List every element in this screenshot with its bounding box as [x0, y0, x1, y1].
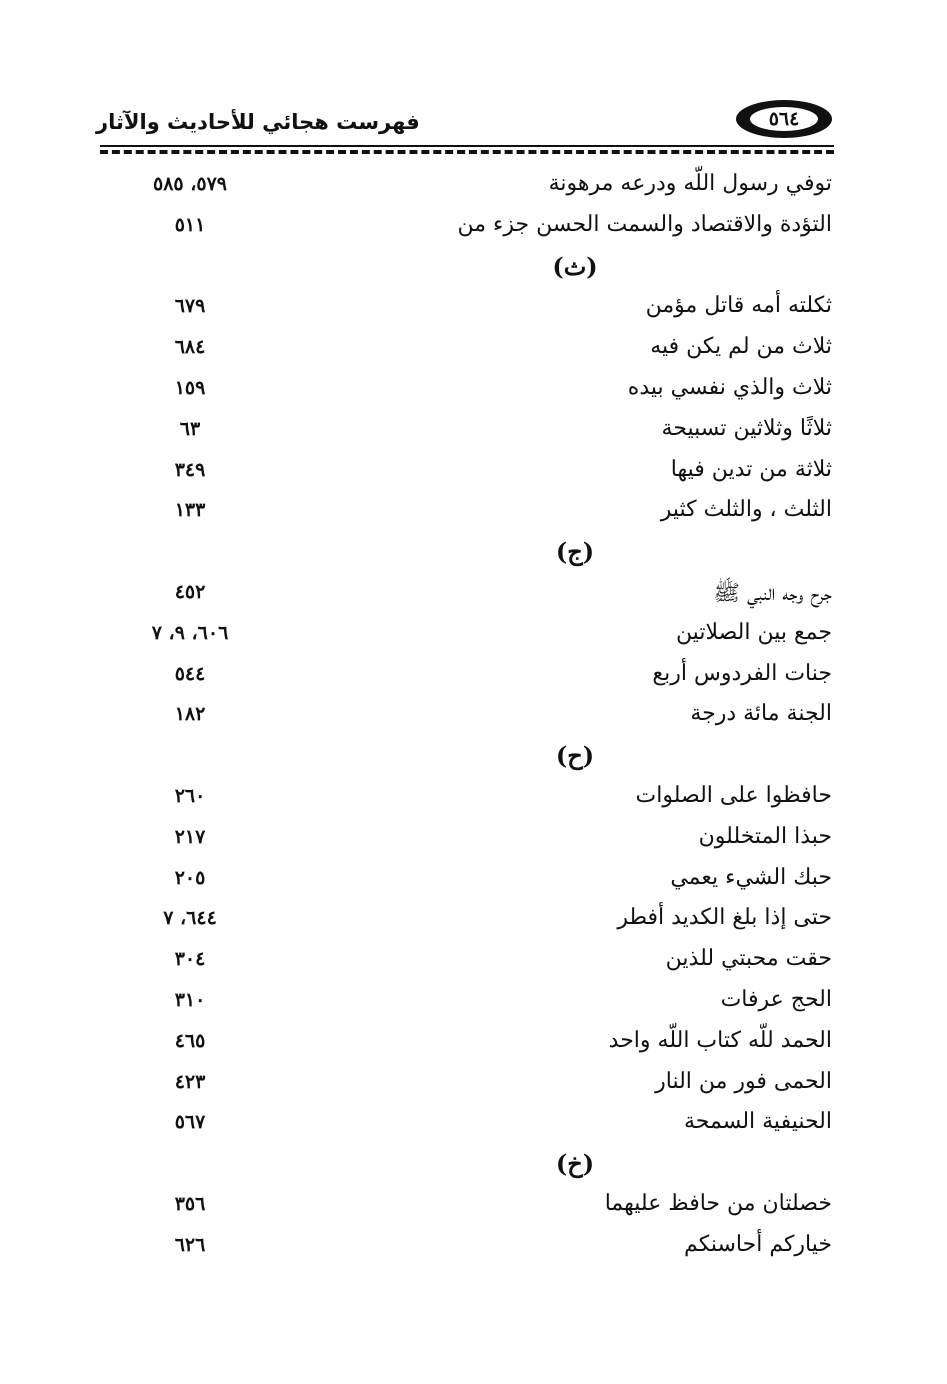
page-number-badge [736, 100, 832, 138]
entry-pages: ٦٢٦ [174, 1233, 206, 1256]
index-entry [130, 290, 832, 331]
index-entry [130, 943, 832, 984]
index-entry [130, 494, 832, 535]
page-number: ٥٦٤ [750, 107, 818, 131]
entry-pages: ١٨٢ [174, 703, 206, 726]
section-row [130, 250, 832, 291]
index-entry [130, 413, 832, 454]
section-row [130, 739, 832, 780]
entry-text: حبك الشيء يعمي [670, 864, 832, 890]
entry-pages: ٦٠٦، ٩، ٧ [151, 621, 229, 644]
entry-text: خصلتان من حافظ عليهما [604, 1190, 832, 1216]
entry-pages: ٥٤٤ [174, 662, 206, 685]
index-list [130, 168, 832, 1270]
index-entry [130, 902, 832, 943]
index-entry [130, 372, 832, 413]
index-entry [130, 862, 832, 903]
entry-pages: ٣٥٦ [174, 1192, 206, 1215]
entry-text: حقت محبتي للذين [665, 946, 832, 972]
entry-pages: ٤٢٣ [174, 1070, 206, 1093]
section-heading: (خ) [555, 1149, 595, 1179]
entry-text: حتى إذا بلغ الكديد أفطر [617, 905, 832, 931]
entry-pages: ٢٠٥ [174, 866, 206, 889]
index-entry [130, 331, 832, 372]
entry-pages: ٥٧٩، ٥٨٥ [153, 173, 227, 195]
header-dashed-rule [100, 150, 834, 154]
entry-text: ثلاث من لم يكن فيه [650, 334, 832, 360]
section-row [130, 535, 832, 576]
index-entry [130, 1025, 832, 1066]
entry-pages: ٦٤٤، ٧ [163, 907, 217, 930]
entry-text: ثلاثًا وثلاثين تسبيحة [661, 415, 832, 441]
entry-pages: ٤٦٥ [174, 1029, 206, 1052]
index-entry [130, 698, 832, 739]
entry-text: جرح وجه النبي ﷺ [713, 580, 832, 606]
entry-pages: ٥٦٧ [174, 1111, 206, 1134]
entry-text: ثلاثة من تدين فيها [670, 456, 832, 482]
index-entry [130, 984, 832, 1025]
entry-pages: ١٥٩ [174, 376, 206, 399]
index-entry [130, 1229, 832, 1270]
entry-pages: ٥١١ [174, 213, 206, 236]
entry-text: الثلث ، والثلث كثير [660, 497, 832, 523]
section-row [130, 1147, 832, 1188]
entry-text: الحنيفية السمحة [683, 1109, 832, 1135]
entry-pages: ٦٨٤ [174, 336, 206, 359]
entry-pages: ٣١٠ [174, 988, 206, 1011]
entry-pages: ٢١٧ [174, 825, 206, 848]
section-heading: (ح) [555, 741, 595, 771]
entry-text: ثكلته أمه قاتل مؤمن [645, 293, 832, 319]
section-heading: (ث) [552, 251, 598, 281]
entry-text: حافظوا على الصلوات [635, 782, 832, 808]
running-title: فهرست هجائي للأحاديث والآثار [96, 110, 420, 134]
section-heading: (ج) [555, 537, 595, 567]
entry-text: الحج عرفات [720, 986, 832, 1012]
entry-text: حبذا المتخللون [698, 823, 832, 849]
index-entry [130, 1106, 832, 1147]
entry-pages: ٤٥٢ [174, 580, 206, 603]
index-entry [130, 454, 832, 495]
entry-pages: ٦٧٩ [174, 295, 206, 318]
entry-pages: ١٣٣ [174, 499, 206, 522]
page-header [96, 98, 834, 144]
entry-pages: ٣٠٤ [174, 948, 206, 971]
index-entry [130, 780, 832, 821]
entry-pages: ٢٦٠ [174, 784, 206, 807]
entry-text: جنات الفردوس أربع [652, 660, 832, 686]
entry-pages: ٣٤٩ [174, 458, 206, 481]
index-entry [130, 576, 832, 617]
entry-text: خياركم أحاسنكم [684, 1231, 832, 1257]
entry-text: جمع بين الصلاتين [675, 619, 832, 645]
index-entry [130, 658, 832, 699]
entry-text: ثلاث والذي نفسي بيده [627, 374, 832, 400]
index-entry [130, 821, 832, 862]
entry-text: الجنة مائة درجة [690, 701, 832, 727]
header-rule [100, 145, 834, 147]
index-entry [130, 1188, 832, 1229]
entry-text: التؤدة والاقتصاد والسمت الحسن جزء من [457, 211, 832, 237]
entry-pages: ٦٣ [179, 417, 201, 440]
entry-text: الحمد للّه كتاب اللّه واحد [608, 1027, 832, 1053]
index-entry [130, 617, 832, 658]
entry-text: توفي رسول اللّه ودرعه مرهونة [548, 171, 832, 196]
index-entry [130, 209, 832, 250]
index-entry [130, 168, 832, 209]
index-entry [130, 1066, 832, 1107]
entry-text: الحمى فور من النار [655, 1068, 832, 1094]
